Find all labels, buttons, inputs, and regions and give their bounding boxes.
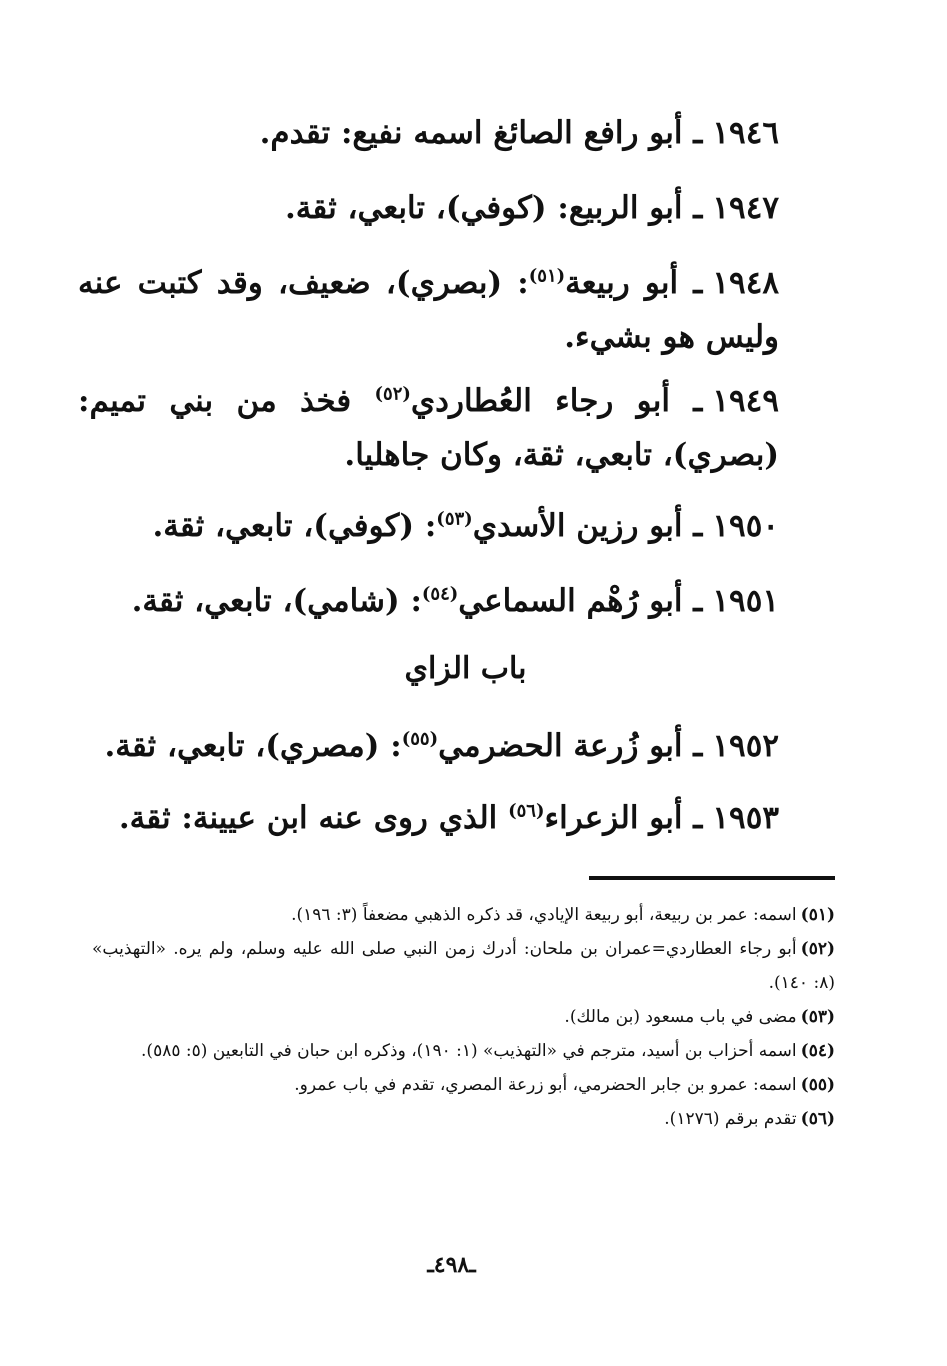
entry-number: ١٩٤٩	[712, 383, 779, 419]
footnote-text: مضى في باب مسعود (بن مالك).	[564, 1007, 797, 1027]
footnote-text: أبو رجاء العطاردي=عمران بن ملحان: أدرك زمن النبي صلى الله عليه وسلم، ولم يره. «التهذيب» (٨: ١٤٠).	[92, 939, 835, 993]
entry-number: ١٩٥٣	[712, 800, 779, 836]
entry-text-after: : (بصري)، ضعيف، وقد كتبت عنه وليس هو بشيء.	[78, 265, 779, 355]
entry-number: ١٩٤٨	[712, 265, 779, 301]
footnote-number: (٥١)	[800, 905, 835, 925]
footnote-ref[interactable]: (٥٣)	[436, 508, 473, 530]
section-title	[0, 651, 947, 686]
footnote-number: (٥٤)	[800, 1041, 835, 1061]
entry-1951	[80, 573, 779, 629]
entry-1948	[78, 256, 779, 364]
footnote-ref[interactable]: (٥٢)	[374, 383, 411, 405]
footnote-number: (٥٣)	[800, 1007, 835, 1027]
entry-number: ١٩٥١	[712, 583, 779, 619]
entry-text-after: : (مصري)، تابعي، ثقة.	[104, 728, 402, 764]
entry-text: ـ أبو الربيع: (كوفي)، تابعي، ثقة.	[285, 190, 703, 226]
footnotes	[92, 898, 835, 1136]
footnote-text: اسمه أحزاب بن أسيد، مترجم في «التهذيب» (١: ١٩٠)، وذكره ابن حبان في التابعين (٥: ٥٨٥).	[141, 1041, 797, 1061]
footnote-ref[interactable]: (٥٦)	[508, 800, 545, 822]
footnote-55	[92, 1068, 835, 1102]
entry-1952	[80, 718, 779, 774]
footnote-54	[92, 1034, 835, 1068]
entry-text-after: : (كوفي)، تابعي، ثقة.	[152, 508, 437, 544]
entry-1946	[80, 105, 779, 161]
entry-1949	[78, 374, 779, 482]
entry-text-after: : (شامي)، تابعي، ثقة.	[131, 583, 422, 619]
footnote-number: (٥٦)	[800, 1109, 835, 1129]
entry-text-after: فخذ من بني تميم: (بصري)، تابعي، ثقة، وكان جاهليا.	[78, 383, 779, 473]
entry-number: ١٩٤٧	[712, 190, 779, 226]
footnote-text: اسمه: عمرو بن جابر الحضرمي، أبو زرعة المصري، تقدم في باب عمرو.	[294, 1075, 797, 1095]
page-number	[0, 1252, 947, 1278]
entry-text-before: ـ أبو رُهْم السماعي	[458, 583, 703, 619]
entry-text-before: ـ أبو ربيعة	[565, 265, 703, 301]
entry-text-before: ـ أبو زُرعة الحضرمي	[438, 728, 703, 764]
entry-text-before: ـ أبو الزعراء	[544, 800, 703, 836]
entry-1953	[80, 790, 779, 846]
entry-number: ١٩٥٢	[712, 728, 779, 764]
entry-1947	[80, 180, 779, 236]
footnote-ref[interactable]: (٥١)	[528, 265, 566, 287]
entry-text-before: ـ أبو رجاء العُطاردي	[410, 383, 703, 419]
footnote-number: (٥٥)	[800, 1075, 835, 1095]
entry-1950	[80, 498, 779, 554]
footnote-53	[92, 1000, 835, 1034]
footnote-divider	[589, 876, 835, 880]
footnote-ref[interactable]: (٥٥)	[401, 728, 439, 750]
footnote-56	[92, 1102, 835, 1136]
entry-number: ١٩٥٠	[712, 508, 779, 544]
entry-text-after: الذي روى عنه ابن عيينة: ثقة.	[118, 800, 509, 836]
footnote-text: تقدم برقم (١٢٧٦).	[664, 1109, 797, 1129]
footnote-52	[92, 932, 835, 1000]
entry-text: ـ أبو رافع الصائغ اسمه نفيع: تقدم.	[259, 115, 703, 151]
entry-number: ١٩٤٦	[712, 115, 779, 151]
entry-text-before: ـ أبو رزين الأسدي	[472, 508, 703, 544]
footnote-ref[interactable]: (٥٤)	[421, 583, 459, 605]
page-number-text: ـ٤٩٨ـ	[427, 1252, 476, 1278]
footnote-51	[92, 898, 835, 932]
footnote-number: (٥٢)	[800, 939, 835, 959]
footnote-text: اسمه: عمر بن ربيعة، أبو ربيعة الإيادي، قد ذكره الذهبي مضعفاً (٣: ١٩٦).	[291, 905, 797, 925]
section-title-text: باب الزاي	[404, 651, 527, 686]
